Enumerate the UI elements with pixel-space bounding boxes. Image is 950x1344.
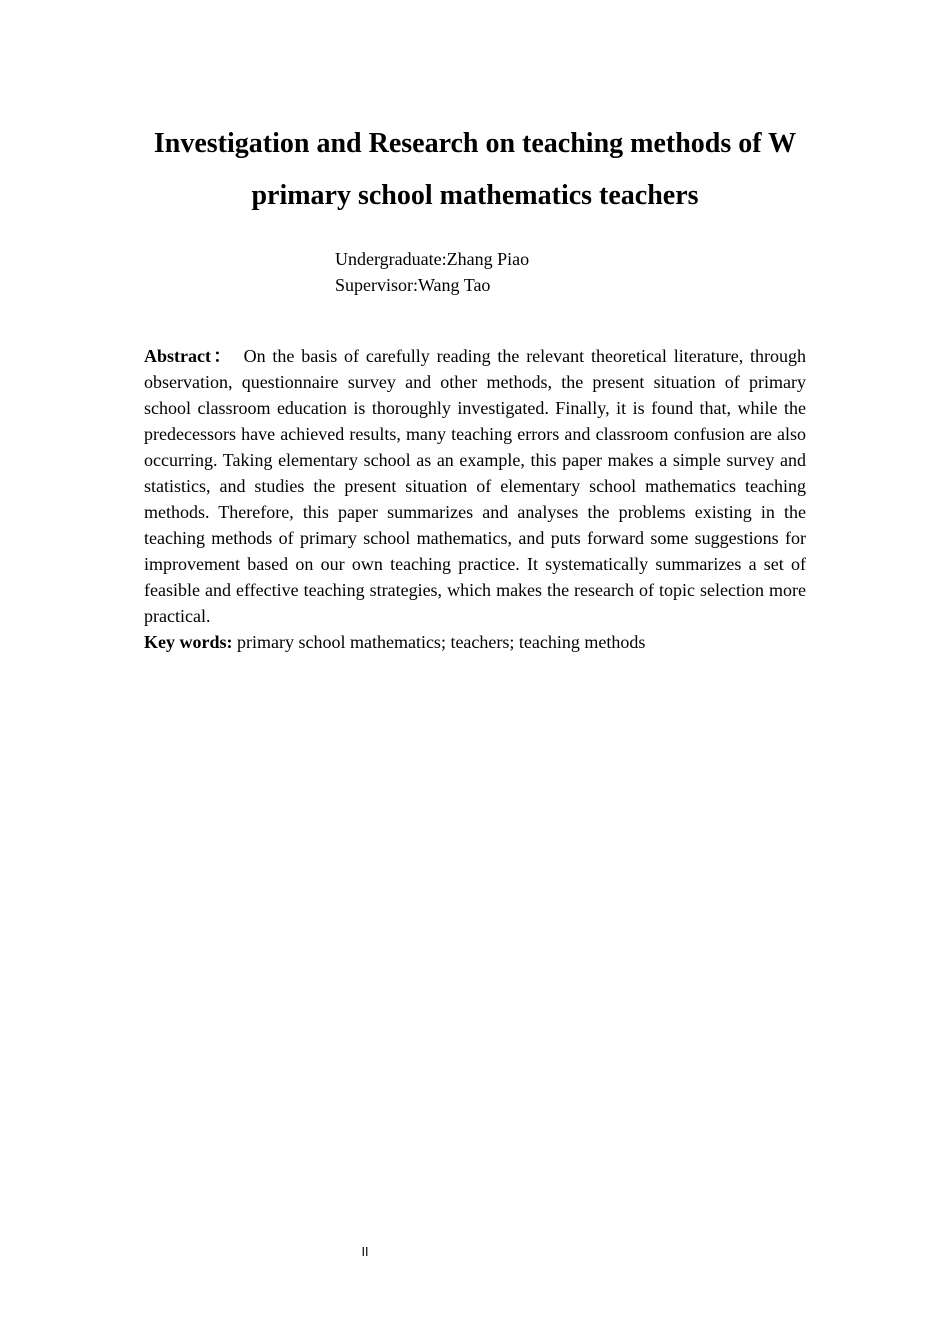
author-block [335, 246, 529, 298]
undergraduate-line: Undergraduate:Zhang Piao [335, 249, 530, 269]
abstract-separator: ： [210, 346, 234, 366]
keywords-label: Key words: [144, 632, 233, 652]
abstract-paragraph [144, 343, 806, 629]
keywords-text: primary school mathematics; teachers; teaching methods [237, 632, 646, 652]
keywords-line [144, 629, 806, 655]
abstract-text: On the basis of carefully reading the relevant theoretical literature, through observation, questionnaire survey and other methods, the present situation of primary school classroom education is thoroughly investigated. Finally, it is found that, while the predecessors have achieved results, many teaching errors and classroom confusion are also occurring. Taking elementary school as an example, this paper makes a simple survey and statistics, and studies the present situation of elementary school mathematics teaching methods. Therefore, this paper summarizes and analyses the problems existing in the teaching methods of primary school mathematics, and puts forward some suggestions for improvement based on our own teaching practice. It systematically summarizes a set of feasible and effective teaching strategies, which makes the research of topic selection more practical. [144, 346, 807, 626]
abstract-label: Abstract [144, 346, 211, 366]
page-number: II [361, 1245, 369, 1259]
paper-title-line-1: Investigation and Research on teaching methods of W [153, 128, 797, 159]
supervisor-line: Supervisor:Wang Tao [335, 275, 491, 295]
paper-title [120, 118, 830, 222]
paper-title-line-2: primary school mathematics teachers [251, 180, 699, 211]
